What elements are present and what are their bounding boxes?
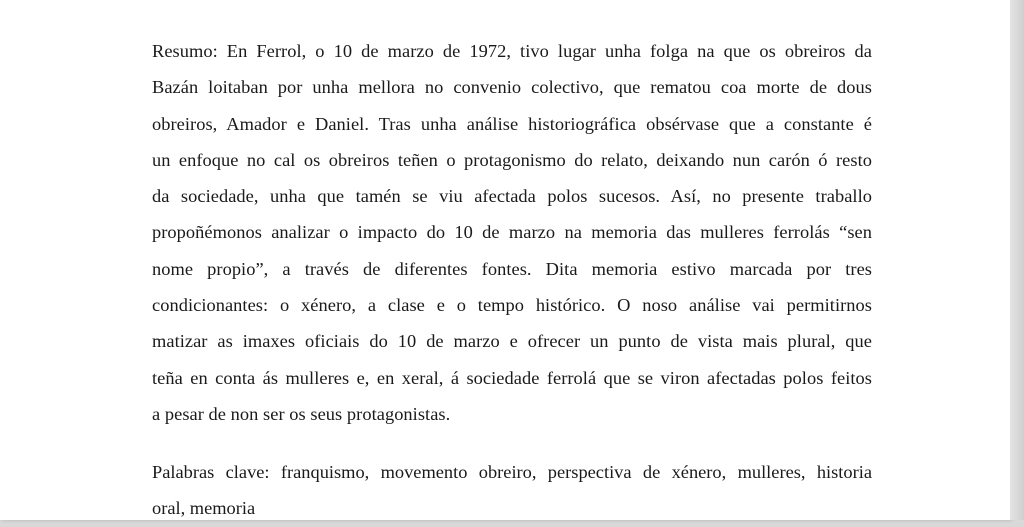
abstract-line: da sociedade, unha que tamén se viu afectada polos sucesos. Así, no presente traballo (152, 186, 872, 207)
abstract-line: matizar as imaxes oficiais do 10 de marzo e ofrecer un punto de vista mais plural, que (152, 331, 872, 352)
keywords-line: oral, memoria (152, 498, 256, 519)
page-edge-shadow (1010, 0, 1024, 520)
abstract-line: propoñémonos analizar o impacto do 10 de marzo na memoria das mulleres ferrolás “sen (152, 222, 872, 243)
abstract-line: a pesar de non ser os seus protagonistas. (152, 403, 451, 424)
abstract-line: teña en conta ás mulleres e, en xeral, á sociedade ferrolá que se viron afectadas polos feitos (152, 367, 872, 388)
abstract-line: Bazán loitaban por unha mellora no convenio colectivo, que rematou coa morte de dous (152, 77, 872, 98)
abstract-line: Resumo: En Ferrol, o 10 de marzo de 1972, tivo lugar unha folga na que os obreiros da (152, 41, 872, 61)
abstract-line: nome propio”, a través de diferentes fontes. Dita memoria estivo marcada por tres (152, 258, 872, 279)
abstract-line: condicionantes: o xénero, a clase e o tempo histórico. O noso análise vai permitirnos (152, 295, 872, 316)
abstract-line: obreiros, Amador e Daniel. Tras unha análise historiográfica obsérvase que a constante é (152, 113, 872, 134)
abstract-paragraph (152, 33, 872, 432)
abstract-line: un enfoque no cal os obreiros teñen o protagonismo do relato, deixando nun carón ó resto (152, 149, 872, 170)
keywords-paragraph (152, 454, 872, 527)
keywords-line: Palabras clave: franquismo, movemento obreiro, perspectiva de xénero, mulleres, historia (152, 462, 872, 482)
